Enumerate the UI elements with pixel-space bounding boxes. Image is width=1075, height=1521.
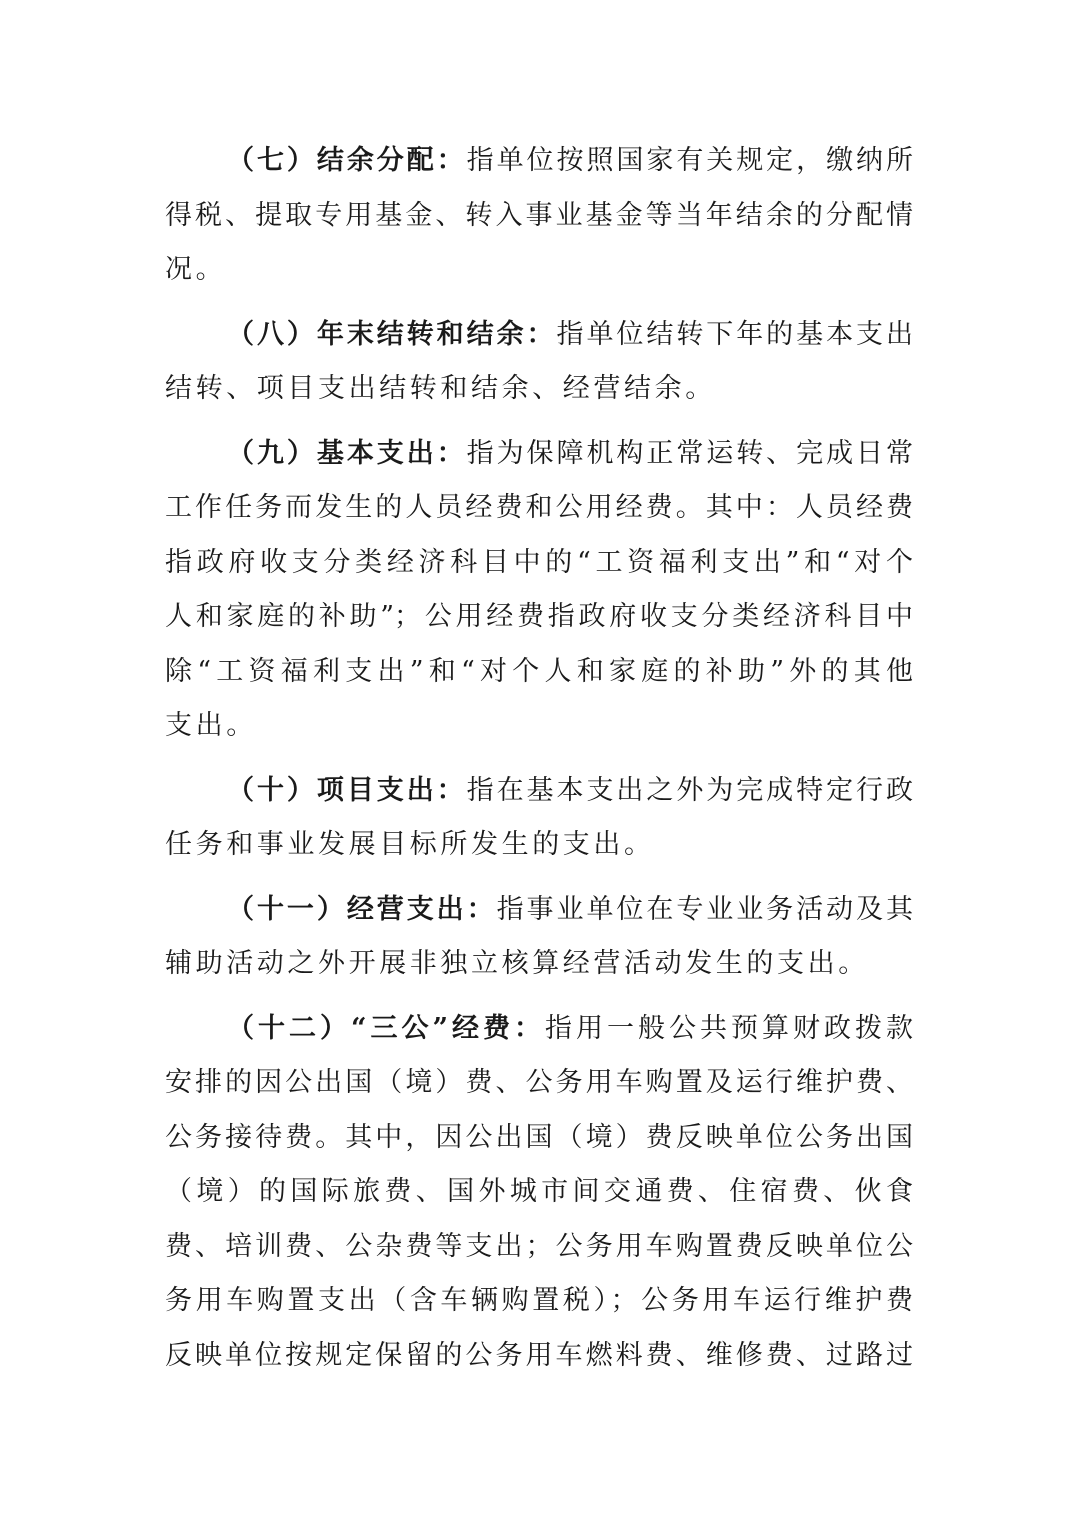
paragraph-label: （十）项目支出：	[227, 774, 467, 806]
paragraph-label: （八）年末结转和结余：	[227, 318, 557, 350]
text-line	[165, 427, 913, 482]
text-line: 人和家庭的补助”；公用经费指政府收支分类经济科目中	[165, 601, 913, 632]
text-line: 除“工资福利支出”和“对个人和家庭的补助”外的其他	[165, 655, 913, 687]
text-line	[165, 764, 913, 819]
text-span: 指在基本支出之外为完成特定行政	[466, 774, 914, 806]
paragraph-9	[165, 427, 913, 754]
text-line: 费、培训费、公杂费等支出；公务用车购置费反映单位公	[165, 1230, 913, 1262]
paragraph-8	[165, 308, 913, 417]
paragraph-12	[165, 1002, 913, 1384]
text-line	[165, 134, 913, 189]
text-line: 公务接待费。其中，因公出国（境）费反映单位公务出国	[165, 1121, 913, 1153]
text-line: 反映单位按规定保留的公务用车燃料费、维修费、过路过	[165, 1339, 913, 1371]
text-line: 支出。	[165, 710, 257, 741]
text-span: 指用一般公共预算财政拨款	[545, 1012, 913, 1044]
text-span: 指为保障机构正常运转、完成日常	[466, 437, 914, 469]
text-line: 指政府收支分类经济科目中的“工资福利支出”和“对个	[165, 546, 913, 578]
paragraph-label: （七）结余分配：	[227, 145, 467, 176]
text-line	[165, 308, 913, 363]
paragraph-label: （十一）经营支出：	[227, 893, 497, 925]
paragraph-label: （十二）“三公”经费：	[227, 1012, 546, 1044]
text-span: 指单位按照国家有关规定，缴纳所	[466, 145, 914, 176]
paragraph-7	[165, 134, 913, 298]
text-line: 务用车购置支出（含车辆购置税）；公务用车运行维护费	[165, 1285, 913, 1316]
document-page	[165, 134, 913, 1393]
text-line	[165, 1002, 913, 1057]
text-line: 得税、提取专用基金、转入事业基金等当年结余的分配情	[165, 199, 913, 231]
text-line: （境）的国际旅费、国外城市间交通费、住宿费、伙食	[165, 1176, 913, 1207]
text-span: 指单位结转下年的基本支出	[556, 318, 913, 350]
text-span: 指事业单位在专业业务活动及其	[496, 893, 914, 925]
paragraph-10	[165, 764, 913, 873]
text-line: 结转、项目支出结转和结余、经营结余。	[165, 373, 716, 404]
text-line: 况。	[165, 254, 227, 285]
paragraph-11	[165, 883, 913, 992]
text-line: 安排的因公出国（境）费、公务用车购置及运行维护费、	[165, 1067, 913, 1098]
text-line	[165, 883, 913, 938]
text-line: 辅助活动之外开展非独立核算经营活动发生的支出。	[165, 948, 869, 979]
paragraph-label: （九）基本支出：	[227, 437, 467, 469]
text-line: 任务和事业发展目标所发生的支出。	[165, 829, 655, 860]
text-line: 工作任务而发生的人员经费和公用经费。其中：人员经费	[165, 492, 913, 523]
